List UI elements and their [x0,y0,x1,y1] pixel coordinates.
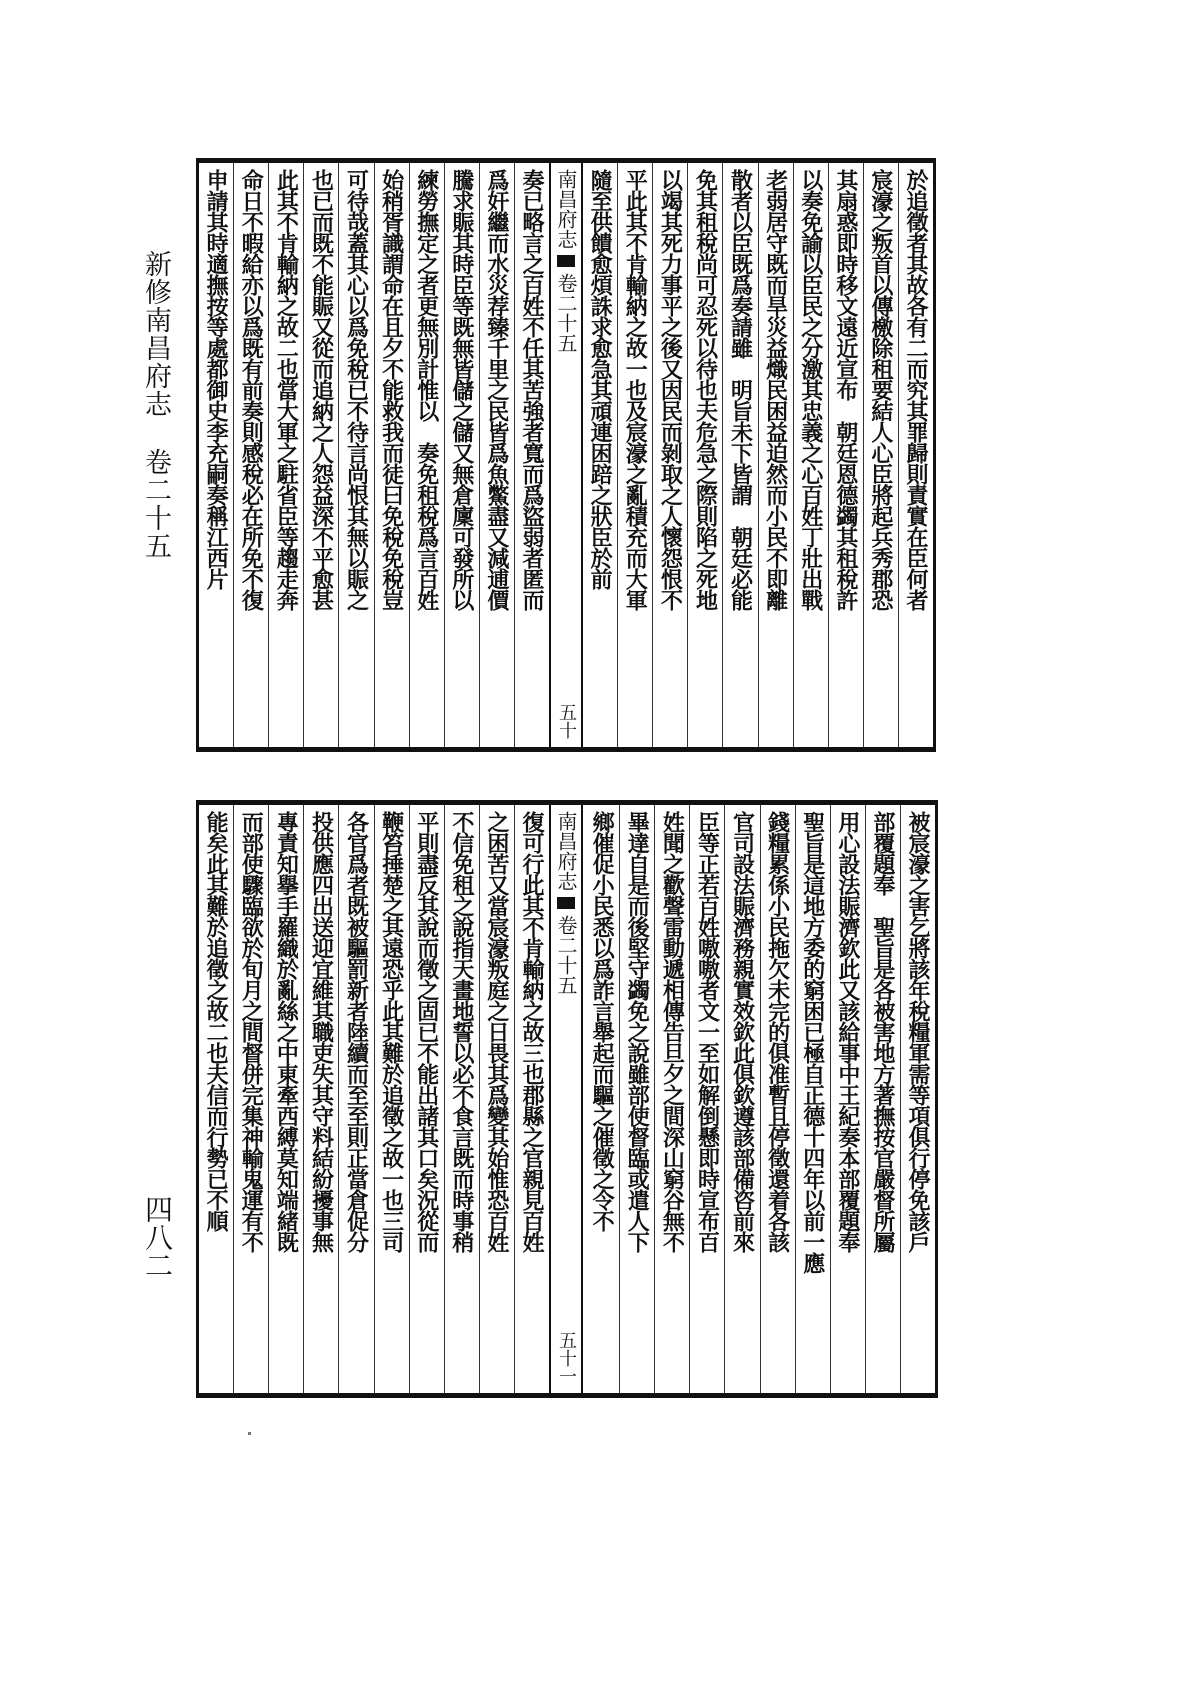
fold-title: 南昌府志 [554,169,578,249]
top-fold-center [549,163,583,747]
bottom-left-half [199,805,549,1393]
text-column: 畢達自是而後堅守蠲免之說雖部使督臨或遣人下 [619,805,654,1393]
text-column: 專責知擧手羅織於亂絲之中東牽西縛莫知端緒既 [268,805,303,1393]
fold-leaf-number: 五十一 [556,1331,577,1385]
text-column: 臣等正若百姓嗷嗷者文一至如解倒懸即時宣布百 [689,805,724,1393]
text-column: 不信免租之說指天畫地誓以必不食言既而時事稍 [444,805,479,1393]
text-column: 之困苦又當宸濠叛庭之日畏其爲變其始惟恐百姓 [479,805,514,1393]
text-column: 以奏免諭以臣民之分激其忠義之心百姓丁壯出戰 [793,163,828,747]
bottom-text-block [196,800,938,1398]
text-column: 隨至供饋愈煩誅求愈急其頑連困踣之狀臣於前 [587,169,614,589]
text-column: 平則盡反其說而徵之固已不能出諸其口矣況從而 [409,805,444,1393]
text-column: 各官爲者既被驅罰新者陸續而至至則正當倉促分 [338,805,373,1393]
text-column: 騰求賑其時臣等既無皆儲之儲又無倉廩可發所以 [444,163,479,747]
text-column: 平此其不肯輸納之故一也及宸濠之亂積充而大軍 [617,163,652,747]
fish-tail-mark [557,255,575,267]
text-column: 能矣此其難於追徵之故二也夫信而行勢已不順 [203,811,230,1231]
bottom-fold-center [549,805,583,1393]
text-column: 練勞撫定之者更無別計惟以 奏免租稅爲言百姓 [409,163,444,747]
text-column: 錢糧累係小民拖欠未完的俱准暫且停徵還着各該 [760,805,795,1393]
text-column: 被宸濠之害乞將該年稅糧軍需等項俱行停免該戶 [900,805,935,1393]
text-column: 可待哉蓋其心以爲免稅已不待言尚恨其無以賑之 [338,163,373,747]
bottom-right-half [585,805,935,1393]
top-right-half [583,163,933,747]
text-column: 此其不肯輸納之故二也當大軍之駐省臣等趨走奔 [268,163,303,747]
fold-volume: 卷二十五 [554,915,578,995]
text-column: 申請其時適撫按等處都御史李充嗣奏稱江西片 [203,169,230,589]
text-column: 爲奸繼而水災荐臻千里之民皆爲魚鱉盡又減逋價 [479,163,514,747]
fish-tail-mark [557,897,575,909]
text-column: 散者以臣既爲奏請雖 明旨未下皆謂 朝廷必能 [722,163,757,747]
text-column: 命日不暇給亦以爲既有前奏則感稅必在所免不復 [233,163,268,747]
book-title: 新修南昌府志 [140,250,171,418]
text-column: 投供應四出送迎宜維其職吏失其守料結紛擾事無 [303,805,338,1393]
text-column: 奏已略言之百姓不任其苦強者寬而爲盜弱者匿而 [514,163,549,747]
text-column: 官司設法賑濟務親實效欽此俱欽遵該部備咨前來 [724,805,759,1393]
top-text-block [196,158,936,752]
text-column: 於追徵者其故各有二而究其罪歸則責實在臣何者 [898,163,933,747]
scan-speck [248,1432,251,1435]
text-column: 部覆題奉 聖旨是各被害地方著撫按官嚴督所屬 [865,805,900,1393]
fold-title: 南昌府志 [554,811,578,891]
volume-label: 卷二十五 [140,448,171,560]
text-column: 始稍胥識謂命在且夕不能救我而徒曰免稅免稅豈 [374,163,409,747]
text-column: 老弱居守既而旱災益熾民困益迫然而小民不即離 [758,163,793,747]
text-column: 而部使驟臨欲於旬月之間督併完集神輸鬼運有不 [233,805,268,1393]
page-number: 四八二 [141,1195,174,1279]
text-column: 復可行此其不肯輸納之故三也郡縣之官親見百姓 [514,805,549,1393]
text-column: 免其租稅尚可忍死以待也夫危急之際則陷之死地 [687,163,722,747]
fold-volume: 卷二十五 [554,273,578,353]
text-column: 聖旨是這地方委的窮困已極自正德十四年以前一應 [795,805,830,1393]
text-column: 以竭其死力事平之後又因民而剝取之人懷怨恨不 [652,163,687,747]
text-column: 姓聞之歡聲雷動遞相傳告旦夕之間深山窮谷無不 [654,805,689,1393]
text-column: 也已而既不能賑又從而追納之人怨益深不平愈甚 [303,163,338,747]
text-column: 用心設法賑濟欽此又該給事中王紀奏本部覆題奉 [830,805,865,1393]
text-column: 其扇惑即時移文遠近宣布 朝廷恩德蠲其租稅許 [828,163,863,747]
fold-leaf-number: 五十 [556,703,577,739]
top-left-half [199,163,549,747]
book-title-margin [138,250,172,560]
text-column: 鞭笞捶楚之其遠恐乎此其難於追徵之故一也三司 [374,805,409,1393]
text-column: 鄉催促小民悉以爲詐言舉起而驅之催徵之令不 [589,811,616,1231]
text-column: 宸濠之叛首以傳檄除租要結人心臣將起兵秀郡恐 [863,163,898,747]
